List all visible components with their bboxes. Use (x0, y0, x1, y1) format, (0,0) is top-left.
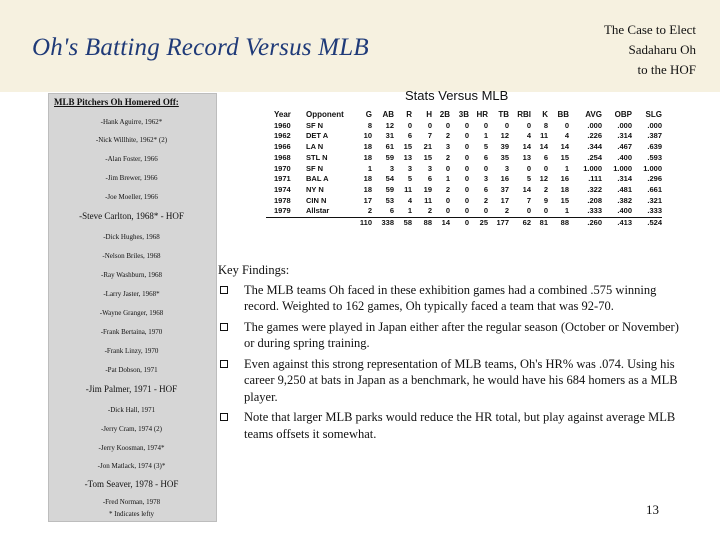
page-number: 13 (646, 502, 659, 517)
stats-cell: SF N (306, 163, 324, 173)
stats-cell: 18 (363, 142, 372, 152)
stats-cell: 18 (363, 184, 372, 194)
stats-cell: 0 (445, 206, 450, 216)
stats-cell: .000 (647, 120, 662, 130)
stats-header-row (266, 110, 662, 121)
stats-cell: 14 (522, 142, 531, 152)
stats-cell: 2 (504, 206, 509, 216)
stats-table (266, 110, 662, 229)
page-title: Oh's Batting Record Versus MLB (32, 34, 369, 61)
stats-cell: .322 (587, 184, 602, 194)
stats-cell: 0 (483, 163, 488, 173)
stats-cell: 1966 (274, 142, 291, 152)
stats-cell: 14 (522, 184, 531, 194)
stats-cell: 18 (363, 152, 372, 162)
stats-cell: 2 (367, 206, 372, 216)
stats-cell: 4 (564, 131, 569, 141)
stats-cell: 13 (522, 152, 531, 162)
stats-total-row (266, 218, 662, 229)
stats-cell: DET A (306, 131, 329, 141)
stats-cell: 0 (445, 120, 450, 130)
pitcher-item-hof: -Jim Palmer, 1971 - HOF (85, 384, 178, 394)
stats-cell: 12 (539, 174, 548, 184)
stats-cell: 62 (509, 218, 531, 229)
stats-row (266, 142, 662, 153)
stats-cell: 0 (464, 184, 469, 194)
stats-cell: .254 (587, 152, 602, 162)
stats-cell (298, 218, 354, 229)
stats-cell: .000 (587, 120, 602, 130)
stats-cell: 6 (543, 152, 548, 162)
stats-cell: 2 (445, 152, 450, 162)
stats-cell: 0 (564, 120, 569, 130)
column-header: G (365, 110, 372, 119)
stats-cell: 61 (385, 142, 394, 152)
square-bullet-icon (220, 360, 228, 368)
pitcher-item: -Frank Linzy, 1970 (104, 347, 159, 355)
pitcher-item: -Dick Hall, 1971 (107, 406, 156, 414)
stats-cell: CIN N (306, 195, 327, 205)
stats-cell: 1968 (274, 152, 291, 162)
stats-cell: 88 (548, 218, 569, 229)
stats-body (266, 121, 662, 229)
pitcher-item: -Jerry Koosman, 1974* (98, 444, 165, 452)
pitcher-item: -Pat Dobson, 1971 (105, 366, 158, 374)
stats-cell: 0 (464, 163, 469, 173)
stats-cell: .314 (617, 131, 632, 141)
stats-cell: 88 (412, 218, 432, 229)
stats-cell (266, 218, 298, 229)
pitcher-item: -Jerry Cram, 1974 (2) (100, 425, 163, 433)
stats-cell: 6 (427, 174, 432, 184)
stats-cell: .400 (617, 152, 632, 162)
key-findings (218, 262, 690, 446)
column-header: 3B (458, 110, 469, 119)
pitcher-item: -Larry Jaster, 1968* (103, 290, 160, 298)
stats-cell: 15 (560, 152, 569, 162)
stats-cell: 15 (403, 142, 412, 152)
stats-cell: 0 (543, 206, 548, 216)
stats-cell: .226 (587, 131, 602, 141)
stats-cell: .321 (647, 195, 662, 205)
stats-cell: 177 (488, 218, 509, 229)
stats-cell: LA N (306, 142, 324, 152)
stats-cell: 11 (540, 131, 548, 141)
findings-title: Key Findings: (218, 263, 290, 277)
stats-cell: 14 (560, 142, 569, 152)
stats-cell: 19 (423, 184, 432, 194)
stats-cell: 4 (526, 131, 531, 141)
stats-cell: .413 (602, 218, 632, 229)
pitcher-item: -Jon Matlack, 1974 (3)* (97, 462, 166, 470)
stats-cell: 2 (483, 195, 488, 205)
stats-cell: 7 (526, 195, 531, 205)
stats-row (266, 196, 662, 207)
stats-cell: .524 (632, 218, 662, 229)
stats-cell: .400 (617, 206, 632, 216)
stats-cell: 1 (407, 206, 412, 216)
pitcher-item: -Dick Hughes, 1968 (103, 233, 160, 241)
stats-cell: .111 (588, 174, 602, 184)
stats-cell: 8 (367, 120, 372, 130)
stats-cell: 0 (407, 120, 412, 130)
stats-cell: .333 (587, 206, 602, 216)
column-header: HR (476, 110, 488, 119)
stats-cell: 1.000 (613, 163, 632, 173)
square-bullet-icon (220, 286, 228, 294)
stats-cell: 0 (464, 195, 469, 205)
stats-cell: 17 (500, 195, 509, 205)
column-header: R (406, 110, 412, 119)
stats-cell: 14 (539, 142, 548, 152)
stats-cell: .000 (617, 120, 632, 130)
stats-title: Stats Versus MLB (405, 88, 509, 103)
stats-cell: STL N (306, 152, 328, 162)
stats-cell: 3 (407, 163, 412, 173)
stats-cell: 6 (407, 131, 412, 141)
stats-cell: 16 (560, 174, 569, 184)
pitcher-item: -Fred Norman, 1978 (102, 498, 161, 506)
finding-item (218, 409, 690, 442)
stats-cell: 11 (404, 184, 412, 194)
stats-cell: 25 (469, 218, 488, 229)
pitcher-item: -Wayne Granger, 1968 (99, 309, 164, 317)
pitcher-item: -Hank Aguirre, 1962* (100, 118, 163, 126)
stats-cell: 6 (483, 152, 488, 162)
finding-item (218, 282, 690, 315)
stats-cell: 1979 (274, 206, 291, 216)
lefty-footnote: * Indicates lefty (108, 510, 155, 518)
stats-cell: 3 (504, 163, 509, 173)
stats-row (266, 131, 662, 142)
stats-cell: .481 (617, 184, 632, 194)
stats-cell: 81 (531, 218, 548, 229)
finding-text: The MLB teams Oh faced in these exhibition games had a combined .575 winning record. Weighted to 162 games, Oh typically faced a team that was 92-70. (244, 282, 657, 313)
stats-cell: 8 (543, 120, 548, 130)
stats-cell: 0 (450, 218, 469, 229)
stats-cell: .344 (587, 142, 602, 152)
stats-cell: 0 (464, 174, 469, 184)
stats-cell: 11 (424, 195, 432, 205)
stats-cell: 6 (483, 184, 488, 194)
stats-cell: 7 (427, 131, 432, 141)
stats-cell: 1 (483, 131, 488, 141)
stats-cell: 1974 (274, 184, 291, 194)
stats-cell: NY N (306, 184, 324, 194)
stats-cell: 0 (526, 120, 531, 130)
stats-cell: 2 (445, 131, 450, 141)
stats-cell: 110 (354, 218, 372, 229)
stats-cell: .333 (647, 206, 662, 216)
stats-cell: .639 (647, 142, 662, 152)
finding-item (218, 319, 690, 352)
column-header: 2B (439, 110, 450, 119)
stats-cell: 15 (423, 152, 432, 162)
stats-cell: 0 (445, 163, 450, 173)
stats-cell: 0 (464, 131, 469, 141)
case-title (546, 20, 696, 80)
stats-cell: 1978 (274, 195, 291, 205)
stats-cell: 4 (407, 195, 412, 205)
finding-item (218, 356, 690, 406)
pitcher-item: -Joe Moeller, 1966 (105, 193, 158, 201)
column-header: AB (382, 110, 394, 119)
stats-cell: 0 (543, 163, 548, 173)
stats-cell: 2 (445, 184, 450, 194)
stats-cell: 18 (363, 174, 372, 184)
stats-cell: 16 (500, 174, 509, 184)
stats-cell: 0 (526, 206, 531, 216)
stats-row (266, 206, 662, 217)
column-header: TB (498, 110, 509, 119)
stats-cell: 14 (432, 218, 450, 229)
finding-text: Note that larger MLB parks would reduce the HR total, but play against average MLB teams offsets it somewhat. (244, 410, 676, 441)
stats-cell: .661 (647, 184, 662, 194)
column-header: BB (557, 110, 569, 119)
stats-cell: 9 (543, 195, 548, 205)
stats-cell: 3 (483, 174, 488, 184)
column-header: OBP (614, 110, 632, 119)
stats-cell: 21 (423, 142, 432, 152)
stats-cell: 338 (372, 218, 394, 229)
pitcher-item: -Jim Brewer, 1966 (105, 174, 158, 182)
stats-cell: 10 (363, 131, 372, 141)
stats-cell: 0 (483, 206, 488, 216)
column-header: Opponent (306, 110, 344, 119)
stats-cell: .314 (617, 174, 632, 184)
pitcher-item: -Nick Willhite, 1962* (2) (95, 136, 168, 144)
stats-cell: 0 (526, 163, 531, 173)
stats-cell: 31 (385, 131, 394, 141)
stats-cell: 5 (483, 142, 488, 152)
stats-cell: 0 (464, 120, 469, 130)
stats-cell: 5 (526, 174, 531, 184)
stats-cell: 1.000 (583, 163, 602, 173)
stats-cell: 2 (427, 206, 432, 216)
column-header: SLG (645, 110, 662, 119)
column-header: RBI (517, 110, 531, 119)
stats-row (266, 164, 662, 175)
stats-cell: SF N (306, 120, 324, 130)
stats-row (266, 121, 662, 132)
pitcher-item-hof: -Tom Seaver, 1978 - HOF (84, 479, 179, 489)
case-title-line: Sadaharu Oh (628, 42, 696, 57)
stats-cell: .467 (617, 142, 632, 152)
finding-text: Even against this strong representation of MLB teams, Oh's HR% was .074. Using his career 9,250 at bats in Japan as a benchmark, he would have his 684 homers as a MLB player. (244, 356, 678, 404)
case-title-line: to the HOF (637, 62, 696, 77)
stats-cell: 37 (500, 184, 509, 194)
pitcher-item: -Ray Washburn, 1968 (101, 271, 162, 279)
stats-cell: 2 (543, 184, 548, 194)
stats-cell: 0 (504, 120, 509, 130)
column-header: Year (274, 110, 291, 119)
stats-cell: 18 (560, 184, 569, 194)
stats-cell: 1960 (274, 120, 291, 130)
stats-cell: 1 (367, 163, 372, 173)
stats-cell: 0 (483, 120, 488, 130)
stats-cell: 0 (464, 142, 469, 152)
stats-cell: 15 (560, 195, 569, 205)
sidebar-heading: MLB Pitchers Oh Homered Off: (54, 97, 179, 107)
pitcher-item: -Alan Foster, 1966 (105, 155, 158, 163)
stats-cell: 54 (385, 174, 394, 184)
stats-cell: 1970 (274, 163, 291, 173)
finding-text: The games were played in Japan either after the regular season (October or November) or during spring training. (244, 319, 679, 350)
stats-cell: 0 (445, 195, 450, 205)
pitcher-item-hof: -Steve Carlton, 1968* - HOF (79, 211, 184, 221)
stats-cell: 3 (427, 163, 432, 173)
stats-cell: 1971 (274, 174, 291, 184)
column-header: AVG (585, 110, 602, 119)
stats-cell: 1.000 (643, 163, 662, 173)
stats-cell: 35 (500, 152, 509, 162)
stats-cell: .593 (647, 152, 662, 162)
square-bullet-icon (220, 323, 228, 331)
stats-cell: 53 (385, 195, 394, 205)
stats-cell: 1962 (274, 131, 291, 141)
pitcher-item: -Frank Bertaina, 1970 (100, 328, 163, 336)
stats-cell: .208 (587, 195, 602, 205)
stats-cell: 39 (500, 142, 509, 152)
stats-row (266, 153, 662, 164)
stats-cell: 12 (385, 120, 394, 130)
stats-cell: .260 (569, 218, 602, 229)
stats-cell: 0 (427, 120, 432, 130)
stats-cell: 59 (385, 152, 394, 162)
stats-row (266, 174, 662, 185)
stats-cell: Allstar (306, 206, 330, 216)
stats-cell: 58 (394, 218, 412, 229)
stats-cell: 3 (389, 163, 394, 173)
stats-cell: 59 (385, 184, 394, 194)
square-bullet-icon (220, 413, 228, 421)
pitcher-item: -Nelson Briles, 1968 (102, 252, 161, 260)
stats-cell: .296 (647, 174, 662, 184)
stats-cell: 13 (403, 152, 412, 162)
stats-cell: BAL A (306, 174, 329, 184)
stats-cell: 1 (445, 174, 450, 184)
stats-cell: 0 (464, 206, 469, 216)
stats-cell: 6 (389, 206, 394, 216)
stats-cell: 1 (564, 163, 569, 173)
column-header: H (426, 110, 432, 119)
stats-cell: .382 (617, 195, 632, 205)
stats-cell: 17 (363, 195, 372, 205)
stats-cell: 5 (407, 174, 412, 184)
column-header: K (542, 110, 548, 119)
case-title-line: The Case to Elect (603, 22, 696, 37)
stats-cell: 0 (464, 152, 469, 162)
stats-cell: 1 (564, 206, 569, 216)
stats-cell: 12 (500, 131, 509, 141)
stats-row (266, 185, 662, 196)
stats-cell: .387 (647, 131, 662, 141)
stats-cell: 3 (445, 142, 450, 152)
